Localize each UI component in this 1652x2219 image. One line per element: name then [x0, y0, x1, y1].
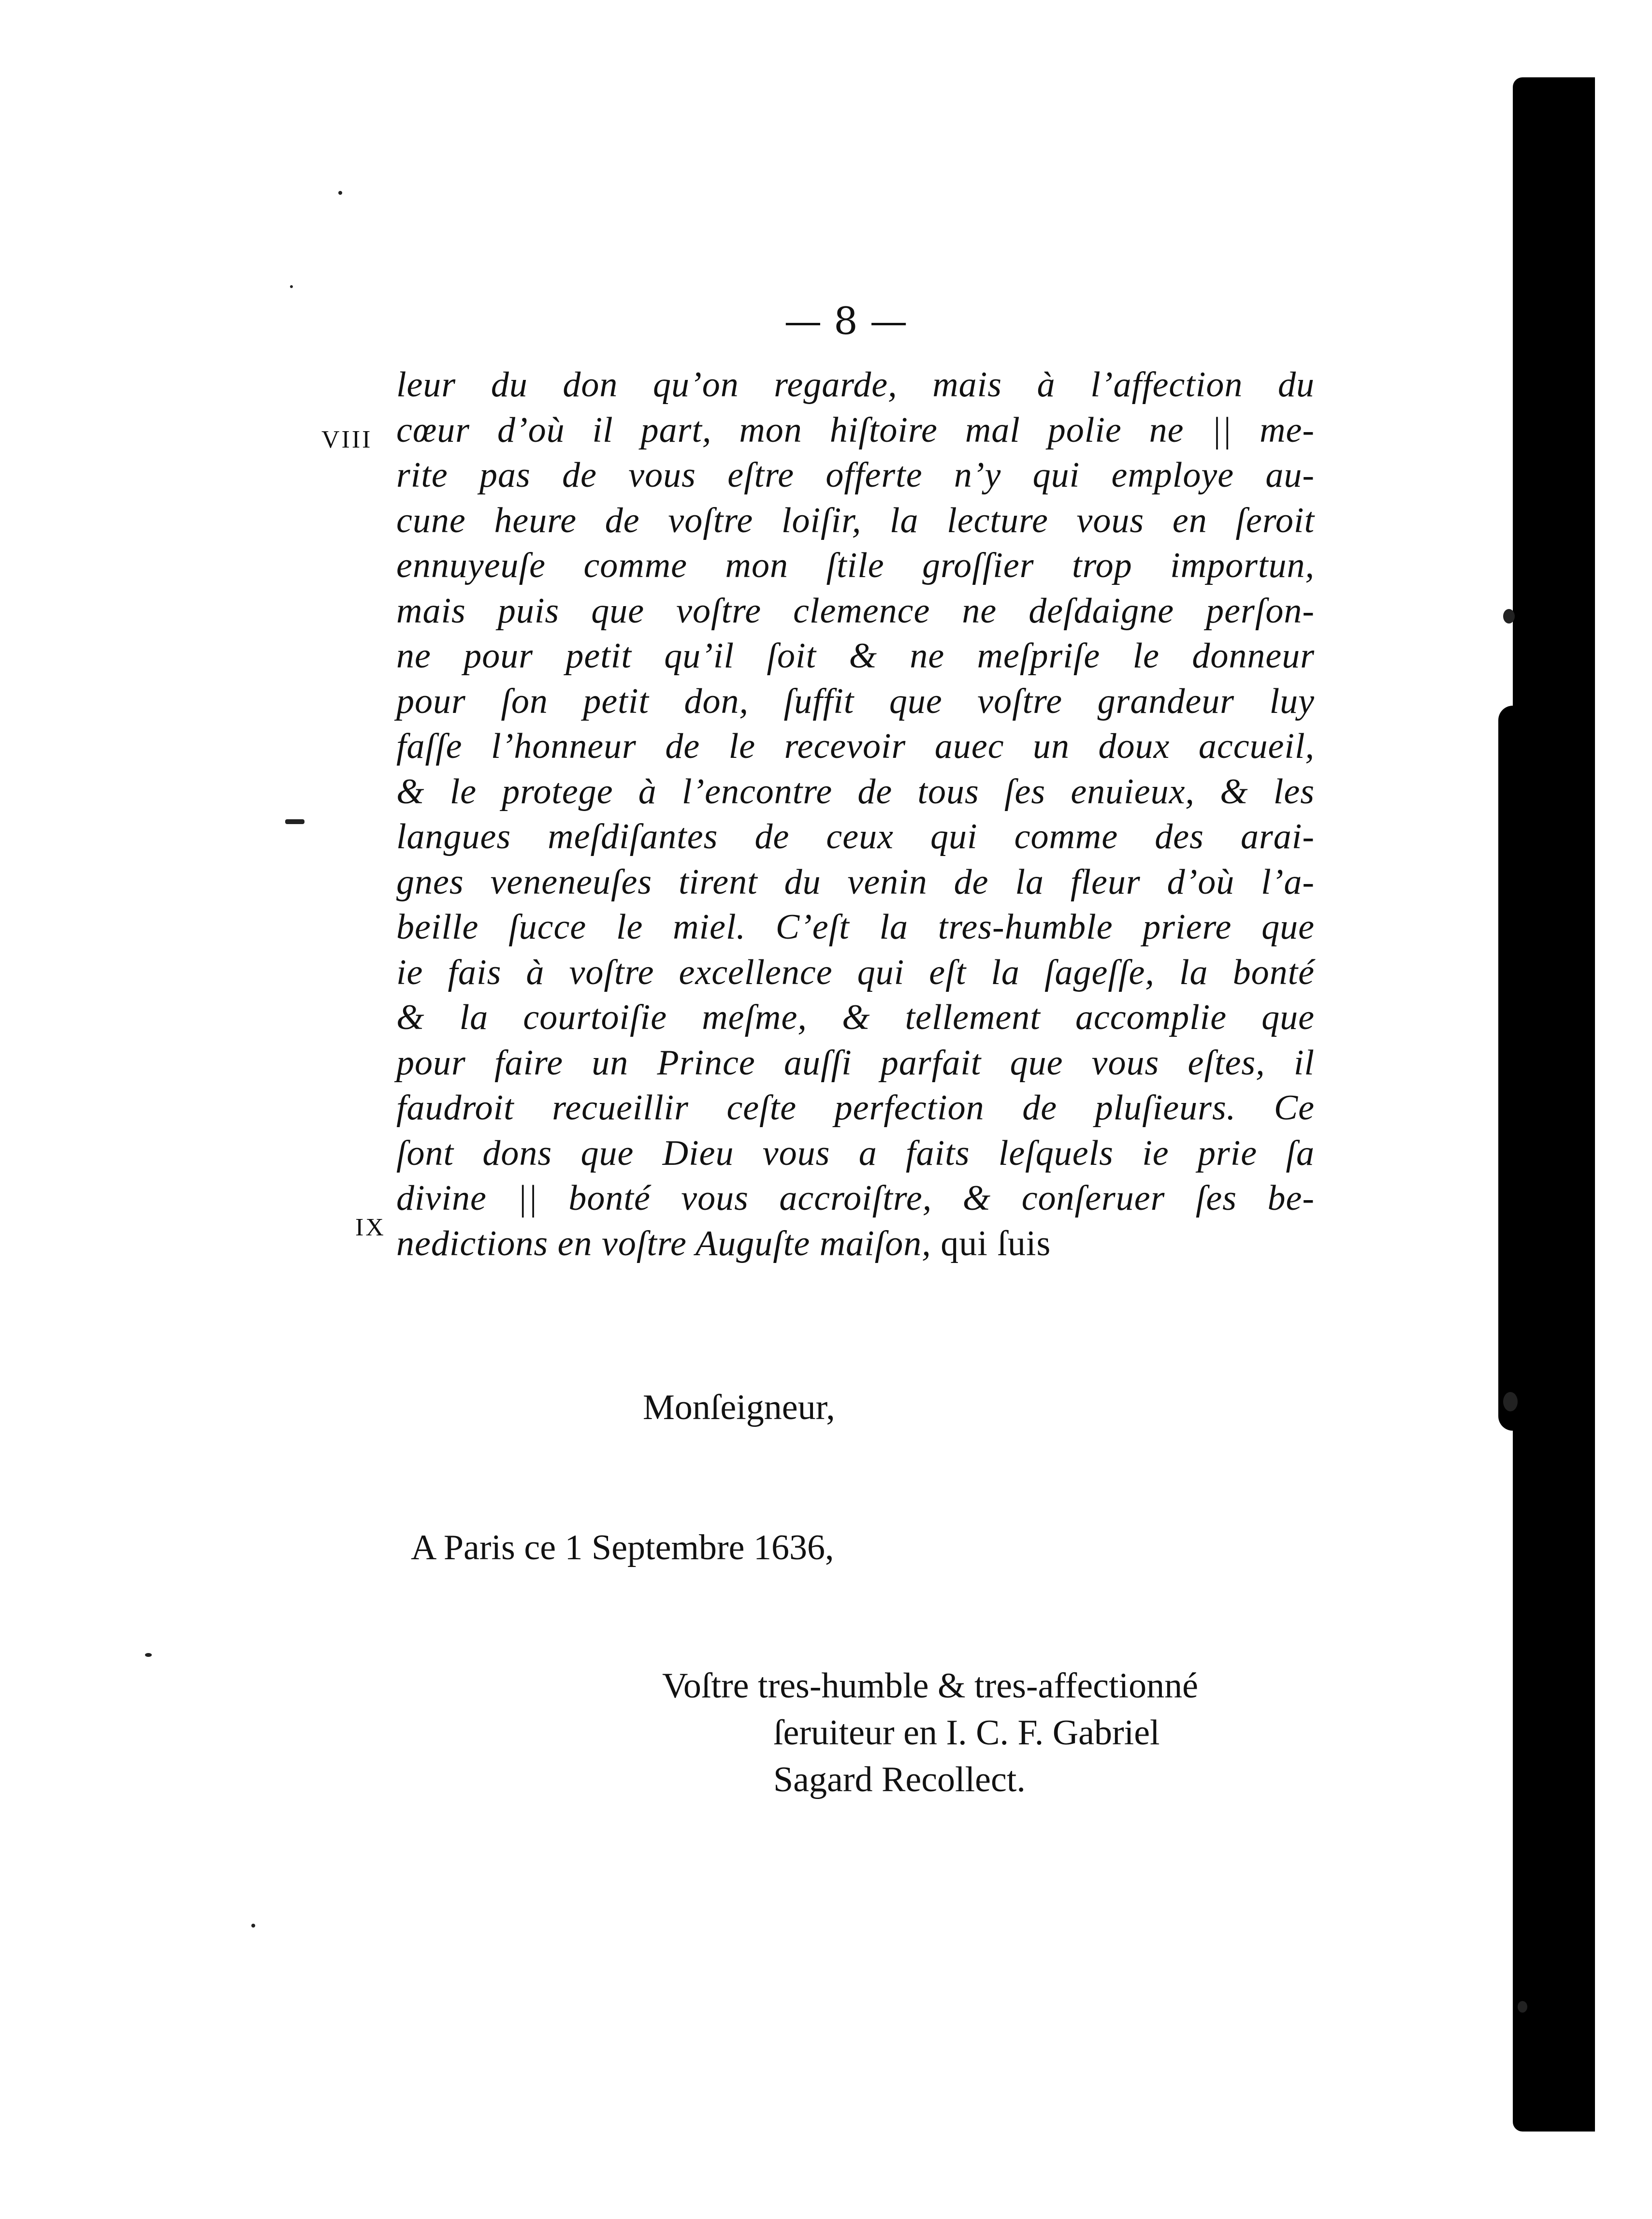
- body-line-final: [396, 1221, 1315, 1267]
- scan-speck: [145, 1653, 152, 1657]
- body-line: pour ſon petit don, ſuffit que voſtre grandeur luy: [396, 681, 1315, 721]
- closing-word: qui ſuis: [941, 1223, 1051, 1263]
- body-line: beille ſucce le miel. C’eſt la tres-humble priere que: [396, 907, 1315, 947]
- scan-speck: [1503, 609, 1515, 624]
- scan-speck: [290, 285, 293, 288]
- scan-speck: [338, 191, 342, 195]
- body-line: faudroit recueillir ceſte perfection de pluſieurs. Ce: [396, 1088, 1315, 1128]
- signature-block: [662, 1663, 1198, 1803]
- scan-speck: [285, 819, 304, 824]
- body-line: leur du don qu’on regarde, mais à l’affection du: [396, 365, 1315, 405]
- body-line: ne pour petit qu’il ſoit & ne meſpriſe le donneur: [396, 636, 1315, 676]
- body-line: divine || bonté vous accroiſtre, & conſeruer ſes be-: [396, 1178, 1315, 1218]
- scan-speck: [1503, 1392, 1518, 1411]
- body-line: ie fais à voſtre excellence qui eſt la ſageſſe, la bonté: [396, 952, 1315, 992]
- body-line: langues meſdiſantes de ceux qui comme des arai-: [396, 817, 1315, 856]
- scan-speck: [1518, 2001, 1527, 2013]
- body-line: & la courtoiſie meſme, & tellement accomplie que: [396, 998, 1315, 1037]
- scan-binding-shadow: [1513, 77, 1595, 2132]
- page-number: — 8 —: [784, 300, 908, 343]
- scan-speck: [251, 1924, 255, 1928]
- body-line: cœur d’où il part, mon hiſtoire mal polie ne || me-: [396, 410, 1315, 450]
- body-line: gnes veneneuſes tirent du venin de la fleur d’où l’a-: [396, 862, 1315, 902]
- salutation: Monſeigneur,: [643, 1388, 835, 1427]
- body-line: faſſe l’honneur de le recevoir auec un doux accueil,: [396, 726, 1315, 766]
- body-line: rite pas de vous eſtre offerte n’y qui employe au-: [396, 455, 1315, 495]
- body-line-final-text: nedictions en voſtre Auguſte maiſon,: [396, 1223, 931, 1263]
- body-line: ennuyeuſe comme mon ſtile groſſier trop importun,: [396, 546, 1315, 585]
- margin-note-ix: IX: [355, 1214, 386, 1241]
- body-line: mais puis que voſtre clemence ne deſdaigne perſon-: [396, 591, 1315, 631]
- body-line: cune heure de voſtre loiſir, la lecture vous en ſeroit: [396, 500, 1315, 540]
- signature-line: Sagard Recollect.: [773, 1760, 1026, 1799]
- body-line: ſont dons que Dieu vous a faits leſquels ie prie ſa: [396, 1133, 1315, 1173]
- body-line: & le protege à l’encontre de tous ſes enuieux, & les: [396, 771, 1315, 812]
- signature-line: Voſtre tres-humble & tres-affectionné: [662, 1666, 1198, 1706]
- date-line: A Paris ce 1 Septembre 1636,: [411, 1528, 834, 1567]
- letter-body: [396, 363, 1315, 1266]
- body-line: pour faire un Prince auſſi parfait que vous eſtes, il: [396, 1043, 1315, 1083]
- margin-note-viii: VIII: [321, 426, 373, 453]
- signature-line: ſeruiteur en I. C. F. Gabriel: [773, 1713, 1160, 1753]
